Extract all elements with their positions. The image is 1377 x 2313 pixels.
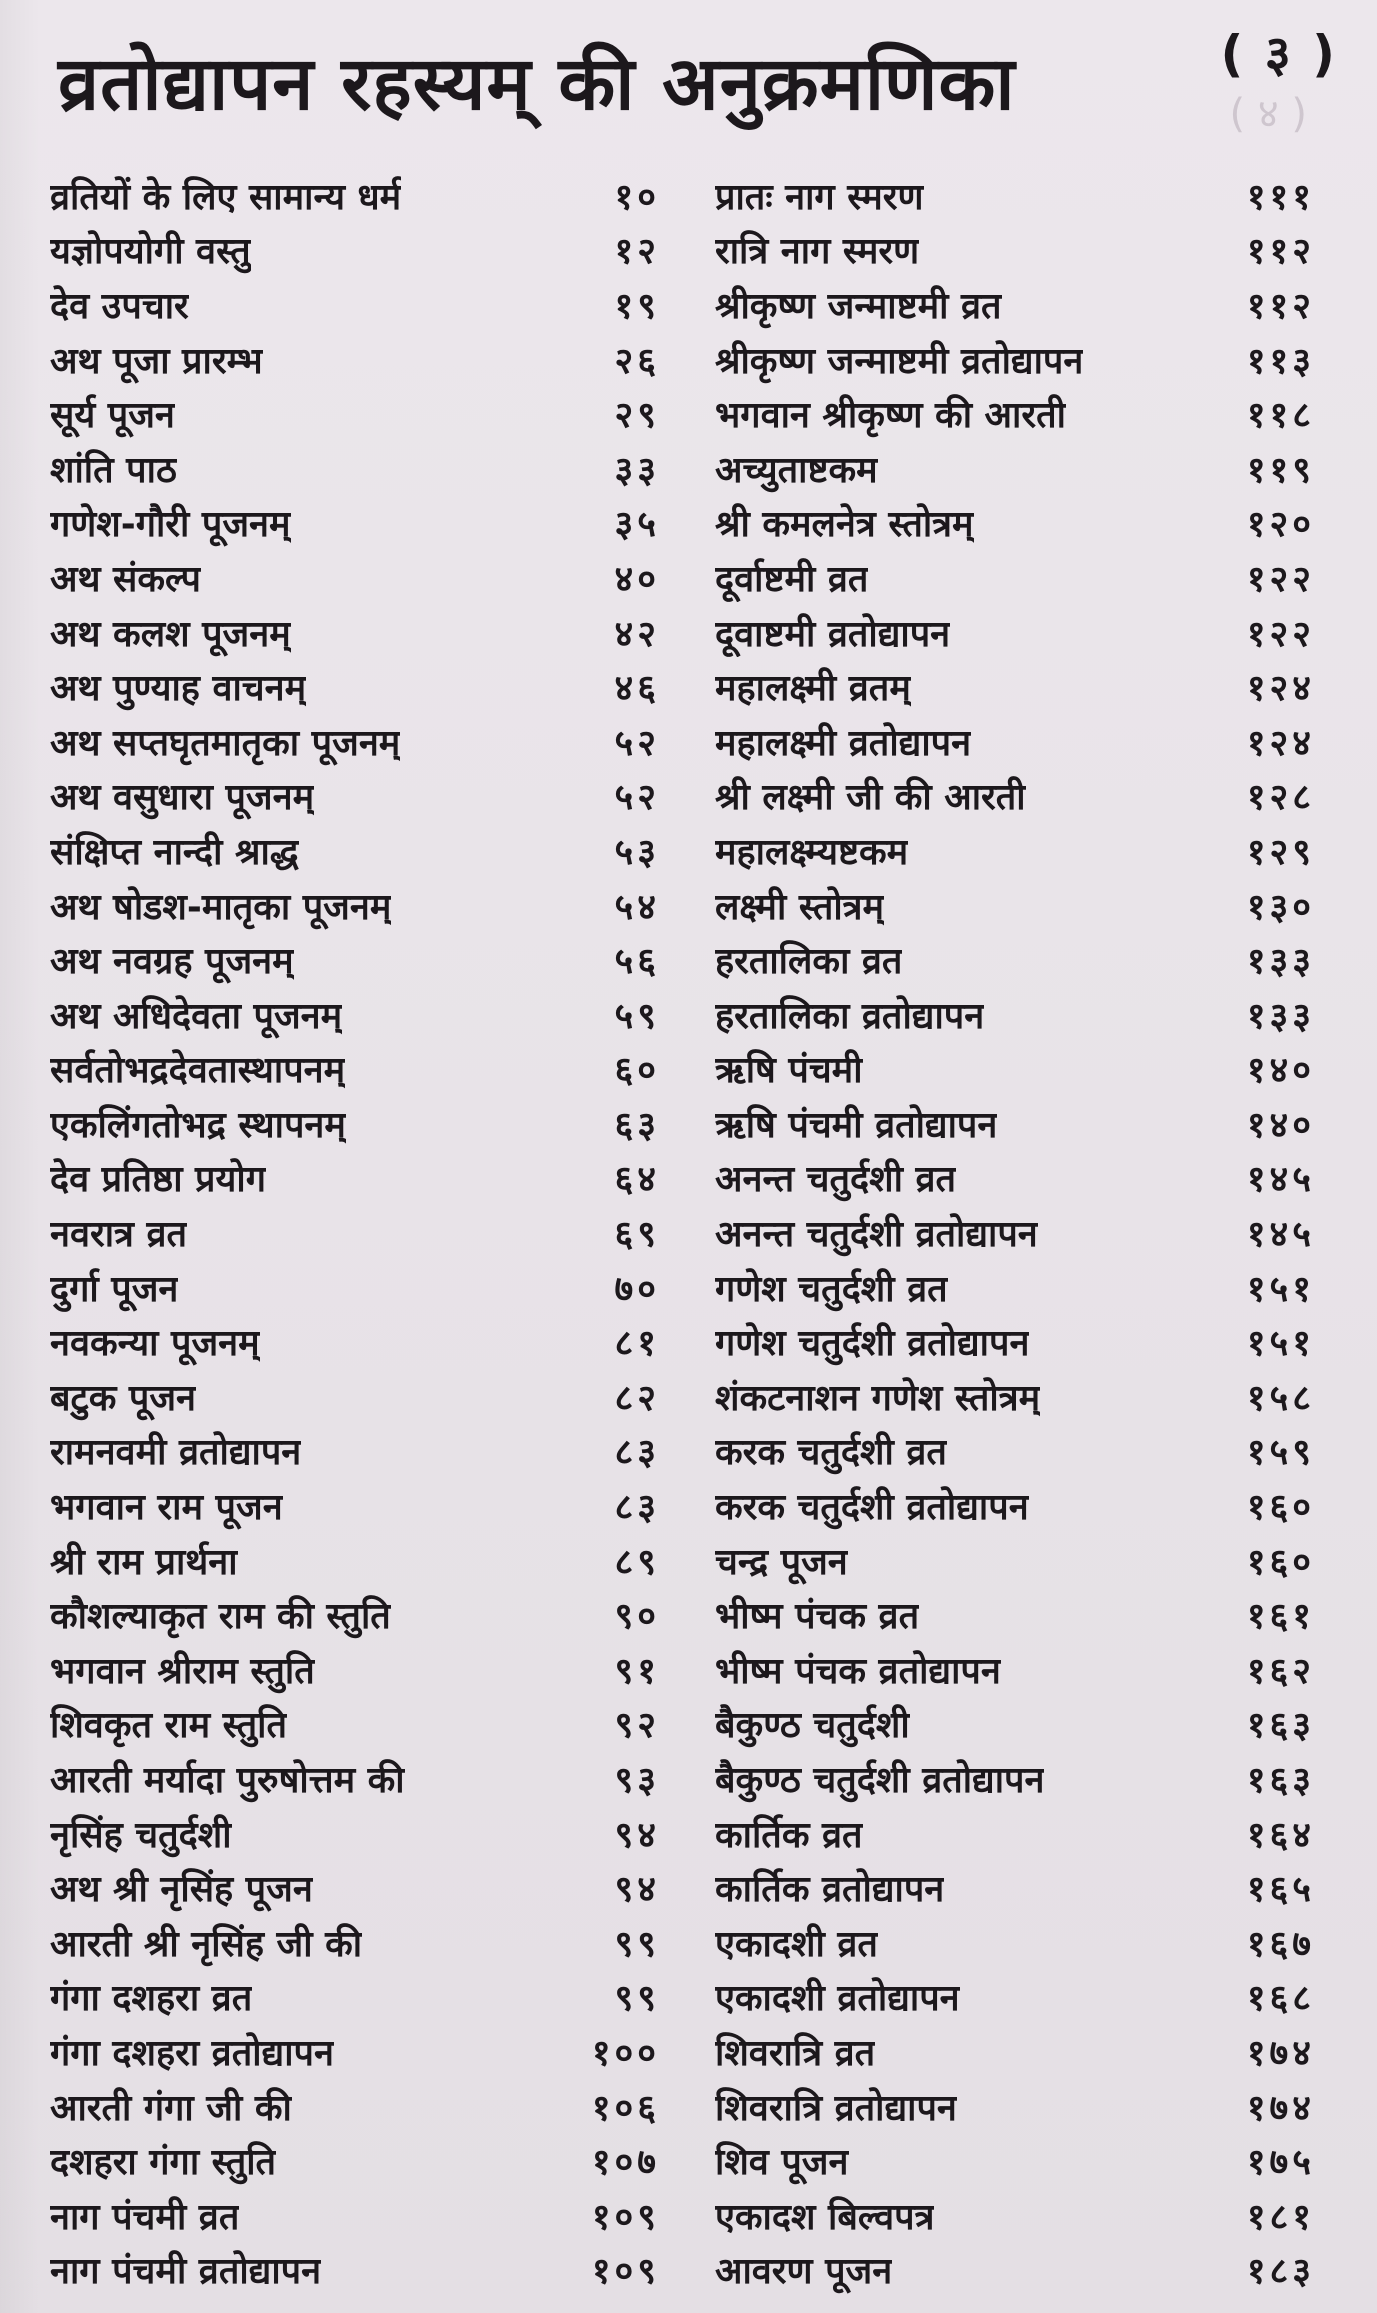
entry-title: गणेश-गौरी पूजनम्	[50, 504, 291, 546]
index-entry	[715, 2133, 1315, 2188]
entry-title: अथ श्री नृसिंह पूजन	[50, 1869, 313, 1911]
index-entry	[50, 2024, 660, 2079]
index-entry	[715, 1205, 1315, 1260]
entry-page-number: १६५	[1246, 1869, 1315, 1911]
entry-page-number: १६७	[1246, 1923, 1315, 1965]
entry-page-number: १४०	[1246, 1104, 1315, 1146]
entry-title: श्रीकृष्ण जन्माष्टमी व्रतोद्यापन	[715, 340, 1084, 382]
entry-title: करक चतुर्दशी व्रतोद्यापन	[715, 1487, 1029, 1529]
index-entry	[50, 714, 660, 769]
index-entry	[715, 1424, 1315, 1479]
index-entry	[50, 1860, 660, 1915]
entry-title: कार्तिक व्रतोद्यापन	[715, 1869, 945, 1911]
entry-title: महालक्ष्मी व्रतोद्यापन	[715, 722, 972, 764]
index-entry	[50, 550, 660, 605]
entry-title: नृसिंह चतुर्दशी	[50, 1814, 232, 1856]
entry-title: अथ वसुधारा पूजनम्	[50, 777, 315, 819]
entry-page-number: १२९	[1246, 831, 1315, 873]
entry-page-number: १११	[1246, 176, 1315, 218]
index-entry	[50, 2243, 660, 2298]
index-entry	[715, 2079, 1315, 2134]
entry-page-number: ३५	[614, 504, 660, 546]
index-entry	[715, 987, 1315, 1042]
index-entry	[715, 277, 1315, 332]
entry-title: हरतालिका व्रत	[715, 941, 903, 983]
entry-page-number: ८९	[614, 1541, 660, 1583]
entry-title: कौशल्याकृत राम की स्तुति	[50, 1596, 391, 1638]
index-entry	[50, 769, 660, 824]
entry-page-number: १२	[614, 231, 660, 273]
index-entry	[50, 1806, 660, 1861]
entry-title: संक्षिप्त नान्दी श्राद्ध	[50, 831, 299, 873]
entry-title: प्रातः नाग स्मरण	[715, 176, 924, 218]
entry-title: आरती गंगा जी की	[50, 2087, 292, 2129]
entry-page-number: १६३	[1246, 1760, 1315, 1802]
entry-page-number: १२२	[1246, 558, 1315, 600]
entry-page-number: १८३	[1246, 2251, 1315, 2293]
index-entry	[715, 550, 1315, 605]
index-entry	[715, 932, 1315, 987]
entry-title: रामनवमी व्रतोद्यापन	[50, 1432, 302, 1474]
entry-page-number: १८१	[1246, 2196, 1315, 2238]
entry-page-number: ११२	[1246, 285, 1315, 327]
entry-title: गणेश चतुर्दशी व्रत	[715, 1268, 948, 1310]
index-entry	[50, 1042, 660, 1097]
entry-title: गंगा दशहरा व्रतोद्यापन	[50, 2032, 334, 2074]
entry-page-number: १३०	[1246, 886, 1315, 928]
entry-page-number: १४५	[1246, 1159, 1315, 1201]
entry-title: नवकन्या पूजनम्	[50, 1323, 260, 1365]
entry-title: भीष्म पंचक व्रतोद्यापन	[715, 1650, 1001, 1692]
entry-title: एकादश बिल्वपत्र	[715, 2196, 935, 2238]
index-entry	[50, 2133, 660, 2188]
entry-title: अथ पूजा प्रारम्भ	[50, 340, 263, 382]
entry-page-number: ८१	[614, 1323, 660, 1365]
index-entry	[715, 2024, 1315, 2079]
entry-page-number: ११३	[1246, 340, 1315, 382]
index-entry	[50, 878, 660, 933]
entry-title: शिवरात्रि व्रतोद्यापन	[715, 2087, 957, 2129]
entry-page-number: ५६	[614, 941, 660, 983]
entry-title: करक चतुर्दशी व्रत	[715, 1432, 947, 1474]
entry-page-number: ९१	[614, 1650, 660, 1692]
entry-page-number: १६८	[1246, 1978, 1315, 2020]
entry-page-number: १६०	[1246, 1487, 1315, 1529]
entry-page-number: १२०	[1246, 504, 1315, 546]
index-entry	[50, 168, 660, 223]
index-entry	[715, 1587, 1315, 1642]
index-entry	[715, 823, 1315, 878]
entry-page-number: १०७	[591, 2142, 660, 2184]
index-entry	[50, 277, 660, 332]
index-entry	[50, 1205, 660, 1260]
entry-page-number: २६	[614, 340, 660, 382]
entry-title: ऋषि पंचमी	[715, 1050, 863, 1092]
index-entry	[715, 714, 1315, 769]
entry-page-number: १६३	[1246, 1705, 1315, 1747]
index-entry	[50, 932, 660, 987]
bleed-through-page-number: ( ४ )	[1229, 91, 1307, 137]
entry-page-number: १०९	[591, 2251, 660, 2293]
entry-title: सर्वतोभद्रदेवतास्थापनम्	[50, 1050, 346, 1092]
index-entry	[50, 441, 660, 496]
entry-page-number: ८३	[614, 1432, 660, 1474]
index-entry	[715, 168, 1315, 223]
index-entry	[50, 1970, 660, 2025]
index-entry	[715, 2243, 1315, 2298]
entry-page-number: १९	[614, 285, 660, 327]
index-entry	[50, 1369, 660, 1424]
entry-title: देव उपचार	[50, 285, 189, 327]
entry-page-number: ११८	[1246, 395, 1315, 437]
entry-title: गणेश चतुर्दशी व्रतोद्यापन	[715, 1323, 1030, 1365]
page-title: व्रतोद्यापन रहस्यम् की अनुक्रमणिका	[58, 41, 1016, 127]
entry-page-number: ८२	[614, 1377, 660, 1419]
index-entry	[50, 1096, 660, 1151]
entry-page-number: ४६	[614, 668, 660, 710]
entry-title: बैकुण्ठ चतुर्दशी	[715, 1705, 910, 1747]
entry-title: एकलिंगतोभद्र स्थापनम्	[50, 1104, 346, 1146]
entry-title: भगवान श्रीकृष्ण की आरती	[715, 395, 1066, 437]
entry-page-number: ६०	[614, 1050, 660, 1092]
entry-page-number: १७४	[1246, 2087, 1315, 2129]
entry-title: शिव पूजन	[715, 2142, 849, 2184]
index-entry	[715, 1369, 1315, 1424]
index-entry	[715, 2188, 1315, 2243]
entry-page-number: ५२	[614, 777, 660, 819]
index-entry	[50, 1314, 660, 1369]
entry-title: महालक्ष्मी व्रतम्	[715, 668, 911, 710]
entry-page-number: १६२	[1246, 1650, 1315, 1692]
entry-title: श्री राम प्रार्थना	[50, 1541, 238, 1583]
entry-title: नाग पंचमी व्रत	[50, 2196, 240, 2238]
entry-title: आरती मर्यादा पुरुषोत्तम की	[50, 1760, 405, 1802]
index-entry	[50, 1697, 660, 1752]
entry-page-number: ७०	[614, 1268, 660, 1310]
entry-page-number: ५४	[614, 886, 660, 928]
entry-page-number: ९९	[614, 1923, 660, 1965]
index-entry	[715, 1314, 1315, 1369]
index-entry	[50, 605, 660, 660]
index-entry	[715, 1533, 1315, 1588]
entry-title: शिवकृत राम स्तुति	[50, 1705, 287, 1747]
entry-title: अच्युताष्टकम	[715, 449, 878, 491]
entry-page-number: १०९	[591, 2196, 660, 2238]
entry-title: सूर्य पूजन	[50, 395, 175, 437]
entry-title: गंगा दशहरा व्रत	[50, 1978, 253, 2020]
index-entry	[715, 1151, 1315, 1206]
entry-page-number: ९४	[614, 1869, 660, 1911]
index-entry	[50, 496, 660, 551]
index-entry	[50, 1587, 660, 1642]
entry-page-number: ११२	[1246, 231, 1315, 273]
index-entry	[715, 1806, 1315, 1861]
entry-title: श्री कमलनेत्र स्तोत्रम्	[715, 504, 974, 546]
entry-page-number: १५१	[1246, 1268, 1315, 1310]
index-column-right	[715, 168, 1315, 2297]
entry-title: ऋषि पंचमी व्रतोद्यापन	[715, 1104, 998, 1146]
entry-page-number: १००	[591, 2032, 660, 2074]
index-entry	[715, 1042, 1315, 1097]
index-entry	[715, 769, 1315, 824]
entry-page-number: १४०	[1246, 1050, 1315, 1092]
index-entry	[50, 1751, 660, 1806]
entry-title: शांति पाठ	[50, 449, 177, 491]
entry-title: हरतालिका व्रतोद्यापन	[715, 995, 985, 1037]
index-entry	[715, 605, 1315, 660]
entry-title: नवरात्र व्रत	[50, 1214, 187, 1256]
entry-title: शिवरात्रि व्रत	[715, 2032, 876, 2074]
entry-title: अथ अधिदेवता पूजनम्	[50, 995, 343, 1037]
index-entry	[715, 1260, 1315, 1315]
entry-page-number: ५२	[614, 722, 660, 764]
entry-title: महालक्ष्म्यष्टकम	[715, 831, 909, 873]
entry-title: दूवाष्टमी व्रतोद्यापन	[715, 613, 951, 655]
index-entry	[50, 2079, 660, 2134]
index-entry	[715, 1478, 1315, 1533]
entry-page-number: ८३	[614, 1487, 660, 1529]
entry-page-number: ९९	[614, 1978, 660, 2020]
entry-page-number: १०६	[591, 2087, 660, 2129]
index-entry	[50, 1533, 660, 1588]
index-entry	[715, 386, 1315, 441]
entry-page-number: १०	[614, 176, 660, 218]
index-entry	[715, 1915, 1315, 1970]
entry-page-number: १२२	[1246, 613, 1315, 655]
entry-title: नाग पंचमी व्रतोद्यापन	[50, 2251, 322, 2293]
entry-title: एकादशी व्रतोद्यापन	[715, 1978, 960, 2020]
entry-title: बैकुण्ठ चतुर्दशी व्रतोद्यापन	[715, 1760, 1045, 1802]
page-number: ( ३ )	[1220, 25, 1337, 83]
index-entry	[50, 823, 660, 878]
index-entry	[715, 1096, 1315, 1151]
index-entry	[50, 987, 660, 1042]
entry-title: अथ संकल्प	[50, 558, 201, 600]
entry-title: भगवान श्रीराम स्तुति	[50, 1650, 315, 1692]
index-entry	[715, 1751, 1315, 1806]
entry-page-number: १२८	[1246, 777, 1315, 819]
index-column-left	[50, 168, 660, 2297]
entry-title: श्री लक्ष्मी जी की आरती	[715, 777, 1026, 819]
entry-title: यज्ञोपयोगी वस्तु	[50, 231, 251, 273]
entry-title: कार्तिक व्रत	[715, 1814, 863, 1856]
entry-page-number: ५९	[614, 995, 660, 1037]
entry-title: रात्रि नाग स्मरण	[715, 231, 920, 273]
entry-title: श्रीकृष्ण जन्माष्टमी व्रत	[715, 285, 1002, 327]
entry-page-number: ३३	[614, 449, 660, 491]
entry-page-number: १७५	[1246, 2142, 1315, 2184]
entry-page-number: ९२	[614, 1705, 660, 1747]
entry-title: अथ कलश पूजनम्	[50, 613, 291, 655]
index-entry	[50, 1260, 660, 1315]
entry-title: अनन्त चतुर्दशी व्रत	[715, 1159, 956, 1201]
entry-page-number: १५८	[1246, 1377, 1315, 1419]
index-entry	[50, 1478, 660, 1533]
entry-title: अथ सप्तघृतमातृका पूजनम्	[50, 722, 401, 764]
index-entry	[715, 659, 1315, 714]
entry-title: आवरण पूजन	[715, 2251, 893, 2293]
index-entry	[715, 496, 1315, 551]
entry-title: दशहरा गंगा स्तुति	[50, 2142, 277, 2184]
index-entry	[715, 1642, 1315, 1697]
index-entry	[715, 1970, 1315, 2025]
index-entry	[50, 223, 660, 278]
entry-page-number: १२४	[1246, 668, 1315, 710]
entry-title: चन्द्र पूजन	[715, 1541, 848, 1583]
entry-page-number: ९३	[614, 1760, 660, 1802]
index-entry	[50, 386, 660, 441]
entry-page-number: २९	[614, 395, 660, 437]
entry-title: देव प्रतिष्ठा प्रयोग	[50, 1159, 267, 1201]
index-entry	[715, 1697, 1315, 1752]
entry-title: अनन्त चतुर्दशी व्रतोद्यापन	[715, 1214, 1038, 1256]
entry-title: अथ षोडश-मातृका पूजनम्	[50, 886, 392, 928]
entry-page-number: ६४	[614, 1159, 660, 1201]
entry-title: भगवान राम पूजन	[50, 1487, 283, 1529]
entry-page-number: १३३	[1246, 995, 1315, 1037]
index-entry	[50, 659, 660, 714]
entry-title: बटुक पूजन	[50, 1377, 197, 1419]
entry-page-number: ९४	[614, 1814, 660, 1856]
index-entry	[50, 1151, 660, 1206]
index-entry	[715, 441, 1315, 496]
index-entry	[50, 1642, 660, 1697]
entry-title: अथ पुण्याह वाचनम्	[50, 668, 307, 710]
index-entry	[50, 332, 660, 387]
entry-title: एकादशी व्रत	[715, 1923, 878, 1965]
entry-title: दूर्वाष्टमी व्रत	[715, 558, 869, 600]
entry-title: शंकटनाशन गणेश स्तोत्रम्	[715, 1377, 1041, 1419]
entry-page-number: ५३	[614, 831, 660, 873]
entry-page-number: १५१	[1246, 1323, 1315, 1365]
entry-title: लक्ष्मी स्तोत्रम्	[715, 886, 885, 928]
index-entry	[50, 2188, 660, 2243]
index-entry	[715, 878, 1315, 933]
entry-page-number: १४५	[1246, 1214, 1315, 1256]
index-entry	[715, 223, 1315, 278]
entry-title: भीष्म पंचक व्रत	[715, 1596, 920, 1638]
index-entry	[715, 1860, 1315, 1915]
index-entry	[50, 1915, 660, 1970]
entry-page-number: ४२	[614, 613, 660, 655]
index-entry	[50, 1424, 660, 1479]
index-entry	[715, 332, 1315, 387]
entry-title: दुर्गा पूजन	[50, 1268, 179, 1310]
entry-page-number: १६१	[1246, 1596, 1315, 1638]
entry-page-number: १२४	[1246, 722, 1315, 764]
entry-page-number: ६९	[614, 1214, 660, 1256]
entry-page-number: १६४	[1246, 1814, 1315, 1856]
entry-page-number: १६०	[1246, 1541, 1315, 1583]
entry-title: व्रतियों के लिए सामान्य धर्म	[50, 176, 402, 218]
entry-page-number: १५९	[1246, 1432, 1315, 1474]
entry-title: अथ नवग्रह पूजनम्	[50, 941, 294, 983]
entry-page-number: ४०	[614, 558, 660, 600]
entry-page-number: ९०	[614, 1596, 660, 1638]
entry-title: आरती श्री नृसिंह जी की	[50, 1923, 363, 1965]
entry-page-number: ६३	[614, 1104, 660, 1146]
entry-page-number: १३३	[1246, 941, 1315, 983]
entry-page-number: ११९	[1246, 449, 1315, 491]
entry-page-number: १७४	[1246, 2032, 1315, 2074]
